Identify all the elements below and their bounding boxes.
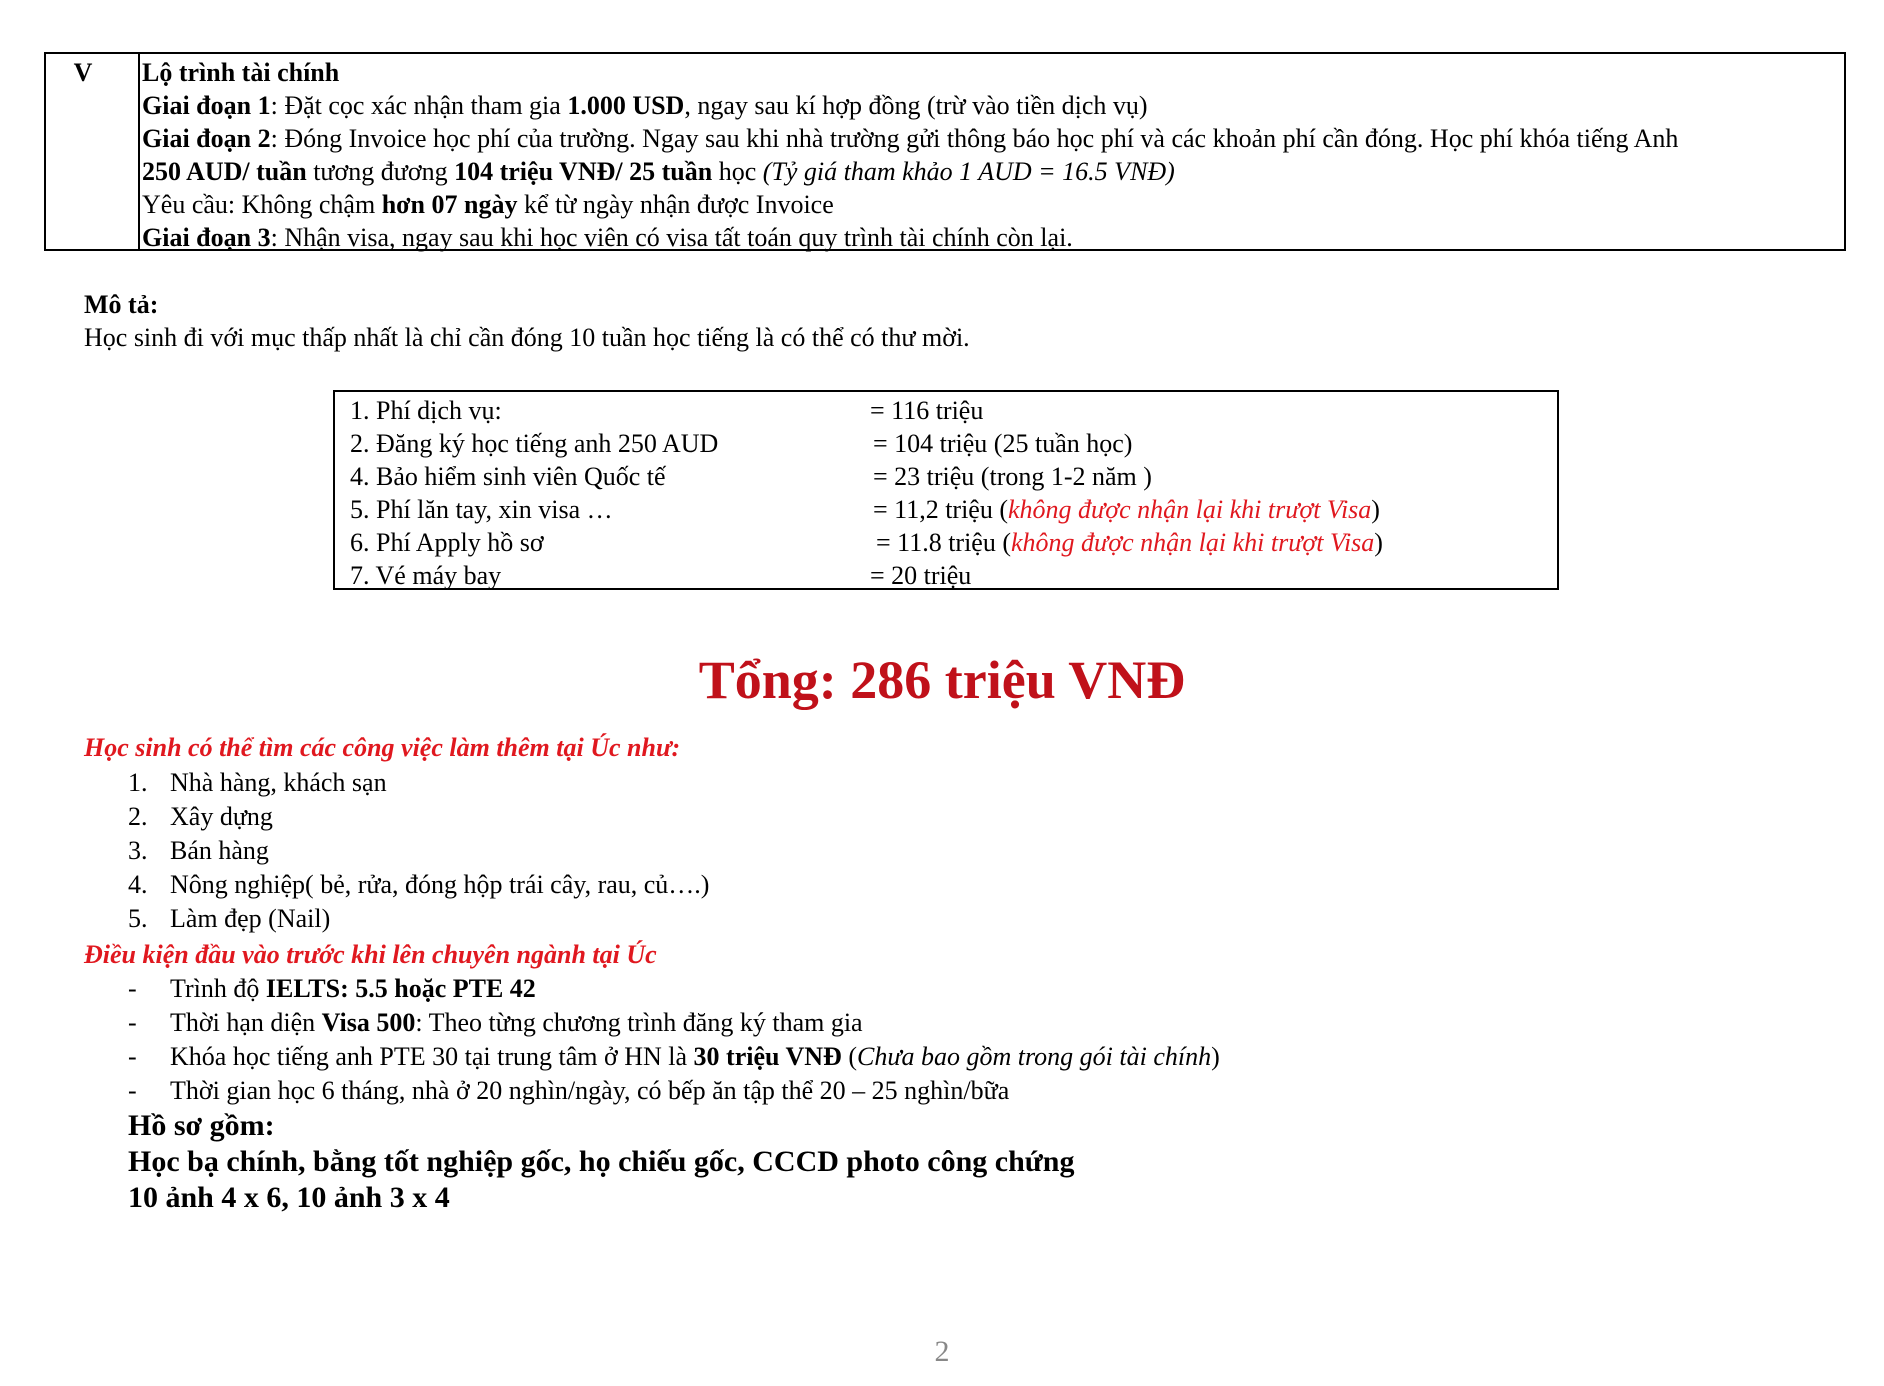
requirement-text-end: kể từ ngày nhận được Invoice <box>517 190 834 219</box>
dossier-line: Học bạ chính, bằng tốt nghiệp gốc, họ chiếu gốc, CCCD photo công chứng <box>128 1145 1075 1178</box>
list-text: Làm đẹp (Nail) <box>170 904 331 933</box>
fee-value: = 11.8 triệu (không được nhận lại khi trượt Visa) <box>876 528 1383 557</box>
stage-1 <box>142 89 1844 122</box>
list-text: Trình độ IELTS: 5.5 hoặc PTE 42 <box>170 974 536 1003</box>
fee-row <box>350 493 1557 526</box>
stage-3-label: Giai đoạn 3 <box>142 223 271 252</box>
fee-value: = 23 triệu (trong 1-2 năm ) <box>873 462 1152 491</box>
list-marker: 5. <box>128 904 148 933</box>
dossier-section <box>128 1108 1074 1216</box>
fee-value: = 11,2 triệu (không được nhận lại khi trượt Visa) <box>873 495 1380 524</box>
list-text: Nhà hàng, khách sạn <box>170 768 387 797</box>
fee-row <box>350 526 1557 559</box>
stage-2 <box>142 122 1844 155</box>
stage-1-text-end: , ngay sau kí hợp đồng (trừ vào tiền dịch vụ) <box>684 91 1148 120</box>
list-marker: - <box>128 1042 137 1071</box>
description <box>84 288 970 354</box>
list-text: Thời gian học 6 tháng, nhà ở 20 nghìn/ngày, có bếp ăn tập thể 20 – 25 nghìn/bữa <box>170 1076 1010 1105</box>
stage-3 <box>142 221 1844 254</box>
list-marker: 3. <box>128 836 148 865</box>
stage-2-weekly-fee: 250 AUD/ tuần <box>142 157 307 186</box>
requirement-deadline: hơn 07 ngày <box>381 190 518 219</box>
fee-value: = 116 triệu <box>870 396 984 425</box>
stage-2-study: học <box>712 157 763 186</box>
fee-value: = 20 triệu <box>870 561 972 590</box>
stage-2-text: : Đóng Invoice học phí của trường. Ngay sau khi nhà trường gửi thông báo học phí và các khoản phí cần đóng. Học phí khóa tiếng Anh <box>270 124 1679 153</box>
financial-roadmap-table <box>44 52 1846 251</box>
list-text: Bán hàng <box>170 836 269 865</box>
fee-label: 1. Phí dịch vụ: <box>350 396 502 425</box>
list-text: Khóa học tiếng anh PTE 30 tại trung tâm ở HN là 30 triệu VNĐ (Chưa bao gồm trong gói tài chính) <box>170 1042 1220 1071</box>
list-marker: 4. <box>128 870 148 899</box>
dossier-heading: Hồ sơ gồm: <box>128 1109 275 1142</box>
stage-3-text: : Nhận visa, ngay sau khi học viên có visa tất toán quy trình tài chính còn lại. <box>270 223 1073 252</box>
section-number: V <box>46 54 140 249</box>
stage-2-equivalent: tương đương <box>306 157 455 186</box>
list-marker: - <box>128 974 137 1003</box>
requirement-text: Yêu cầu: Không chậm <box>142 190 382 219</box>
fee-breakdown-box <box>333 390 1559 590</box>
dossier-line: 10 ảnh 4 x 6, 10 ảnh 3 x 4 <box>128 1181 450 1214</box>
list-text: Nông nghiệp( bẻ, rửa, đóng hộp trái cây, rau, củ….) <box>170 870 710 899</box>
section-title <box>142 56 1844 89</box>
conditions-heading: Điều kiện đầu vào trước khi lên chuyên ngành tại Úc <box>84 940 657 969</box>
stage-2-label: Giai đoạn 2 <box>142 124 271 153</box>
jobs-heading: Học sinh có thể tìm các công việc làm thêm tại Úc như: <box>84 733 681 762</box>
fee-row <box>350 394 1557 427</box>
fee-note: không được nhận lại khi trượt Visa <box>1011 528 1375 557</box>
total-cost: Tổng: 286 triệu VNĐ <box>698 650 1186 710</box>
fee-label: 4. Bảo hiểm sinh viên Quốc tế <box>350 462 666 491</box>
fee-label: 7. Vé máy bay <box>350 561 502 590</box>
fee-row <box>350 460 1557 493</box>
stage-1-text: : Đặt cọc xác nhận tham gia <box>270 91 568 120</box>
stage-1-label: Giai đoạn 1 <box>142 91 271 120</box>
section-title-text: Lộ trình tài chính <box>142 58 340 87</box>
exchange-rate-note: (Tỷ giá tham khảo 1 AUD = 16.5 VNĐ) <box>762 157 1175 186</box>
stage-2-continued <box>142 155 1844 188</box>
fee-row <box>350 559 1557 592</box>
page-number: 2 <box>934 1335 950 1368</box>
stage-2-total: 104 triệu VNĐ/ 25 tuần <box>454 157 713 186</box>
description-label: Mô tả: <box>84 290 159 319</box>
fee-row <box>350 427 1557 460</box>
list-marker: - <box>128 1008 137 1037</box>
financial-roadmap-content <box>140 54 1844 252</box>
stage-1-amount: 1.000 USD <box>567 91 685 120</box>
list-marker: 1. <box>128 768 148 797</box>
description-text: Học sinh đi với mục thấp nhất là chỉ cần đóng 10 tuần học tiếng là có thể có thư mời. <box>84 323 970 352</box>
list-marker: 2. <box>128 802 148 831</box>
fee-label: 5. Phí lăn tay, xin visa … <box>350 495 613 524</box>
list-text: Xây dựng <box>170 802 273 831</box>
list-text: Thời hạn diện Visa 500: Theo từng chương trình đăng ký tham gia <box>170 1008 863 1037</box>
requirement <box>142 188 1844 221</box>
list-marker: - <box>128 1076 137 1105</box>
fee-note: không được nhận lại khi trượt Visa <box>1008 495 1372 524</box>
fee-label: 6. Phí Apply hồ sơ <box>350 528 544 557</box>
fee-value: = 104 triệu (25 tuần học) <box>873 429 1133 458</box>
fee-label: 2. Đăng ký học tiếng anh 250 AUD <box>350 429 719 458</box>
